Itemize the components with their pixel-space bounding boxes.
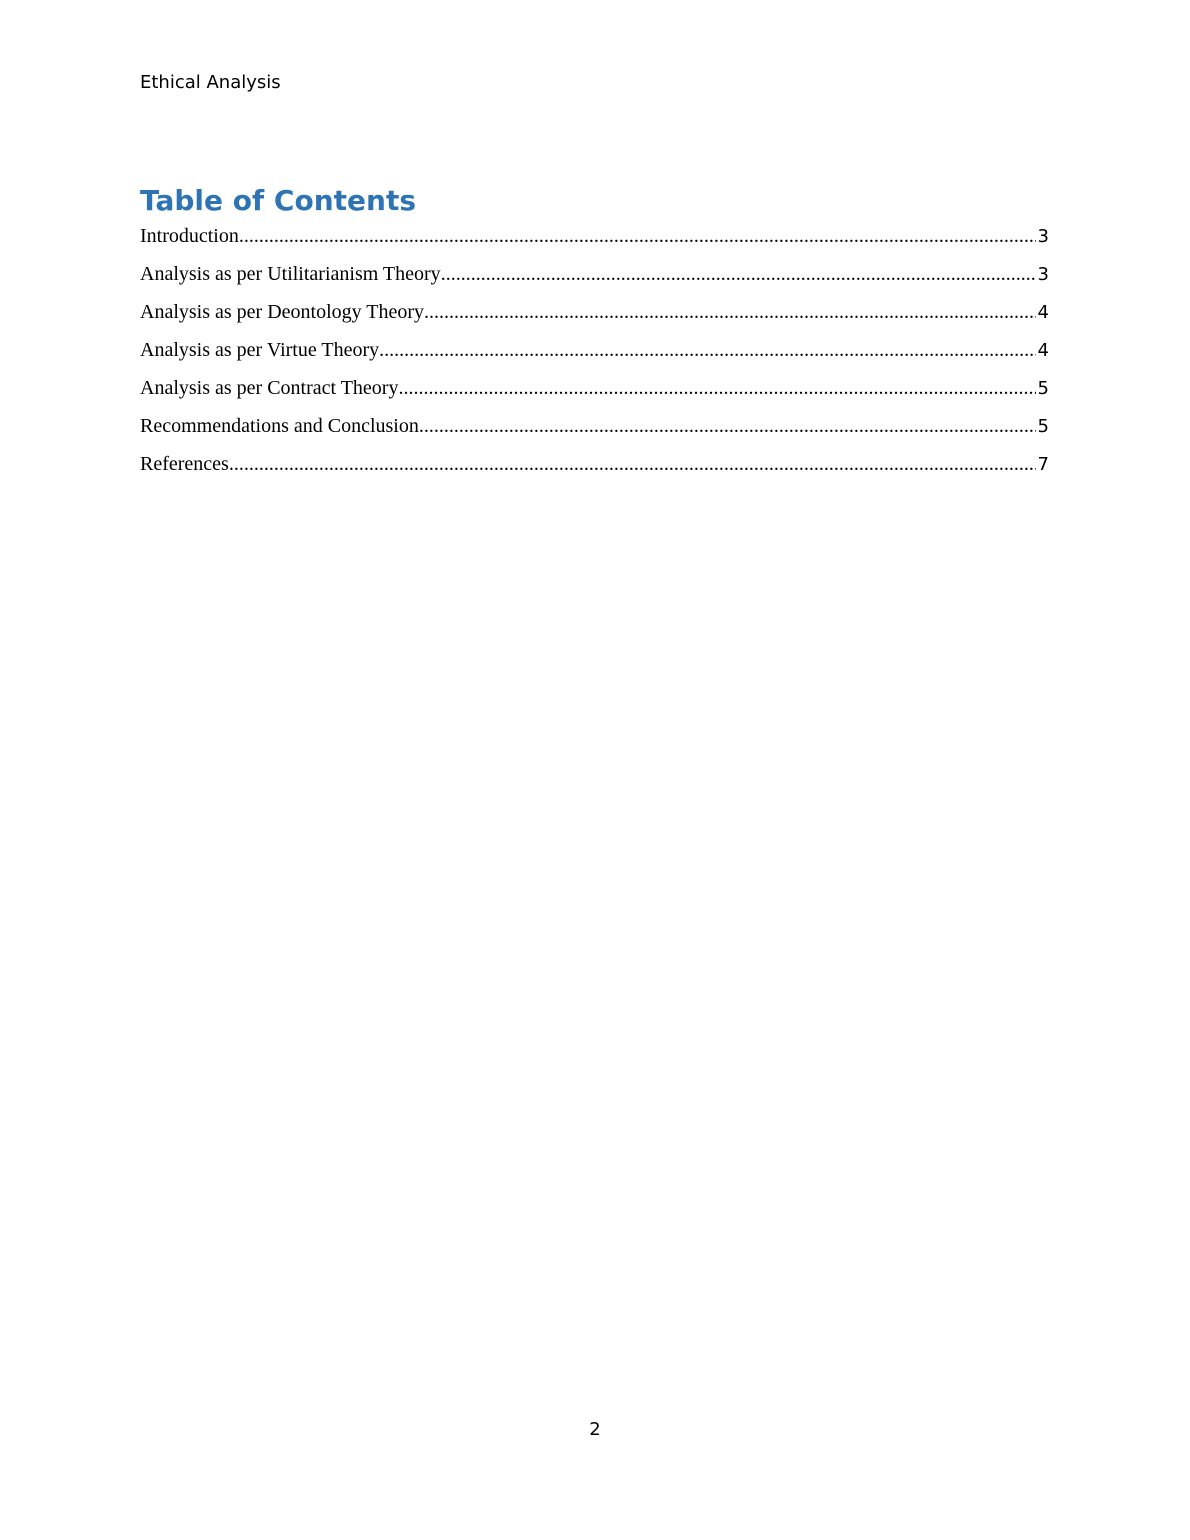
toc-list	[140, 223, 1049, 489]
toc-entry-page: 5	[1037, 378, 1049, 399]
toc-entry-page: 3	[1037, 264, 1049, 285]
toc-dot-leader	[398, 375, 1035, 401]
toc-entry-contract[interactable]	[140, 375, 1049, 413]
toc-entry-label: Analysis as per Virtue Theory	[140, 339, 380, 361]
toc-dot-leader	[419, 413, 1036, 439]
toc-dot-leader	[424, 299, 1036, 325]
toc-entry-virtue[interactable]	[140, 337, 1049, 375]
page-number: 2	[589, 1419, 601, 1440]
toc-entry-page: 4	[1037, 302, 1049, 323]
toc-heading: Table of Contents	[140, 184, 417, 217]
toc-entry-page: 3	[1037, 226, 1049, 247]
toc-entry-label: Analysis as per Utilitarianism Theory	[140, 263, 441, 285]
toc-entry-label: Recommendations and Conclusion	[140, 415, 419, 437]
toc-dot-leader	[441, 261, 1036, 287]
toc-entry-label: References	[140, 453, 229, 475]
toc-entry-recommendations[interactable]	[140, 413, 1049, 451]
toc-entry-page: 5	[1037, 416, 1049, 437]
toc-entry-introduction[interactable]	[140, 223, 1049, 261]
toc-entry-page: 7	[1037, 454, 1049, 475]
toc-entry-references[interactable]	[140, 451, 1049, 489]
toc-dot-leader	[379, 337, 1035, 363]
toc-entry-label: Introduction	[140, 225, 239, 247]
toc-entry-page: 4	[1037, 340, 1049, 361]
toc-dot-leader	[239, 223, 1036, 249]
running-header: Ethical Analysis	[140, 72, 281, 93]
toc-entry-label: Analysis as per Deontology Theory	[140, 301, 425, 323]
toc-entry-label: Analysis as per Contract Theory	[140, 377, 399, 399]
toc-dot-leader	[229, 451, 1036, 477]
toc-entry-deontology[interactable]	[140, 299, 1049, 337]
toc-entry-utilitarianism[interactable]	[140, 261, 1049, 299]
